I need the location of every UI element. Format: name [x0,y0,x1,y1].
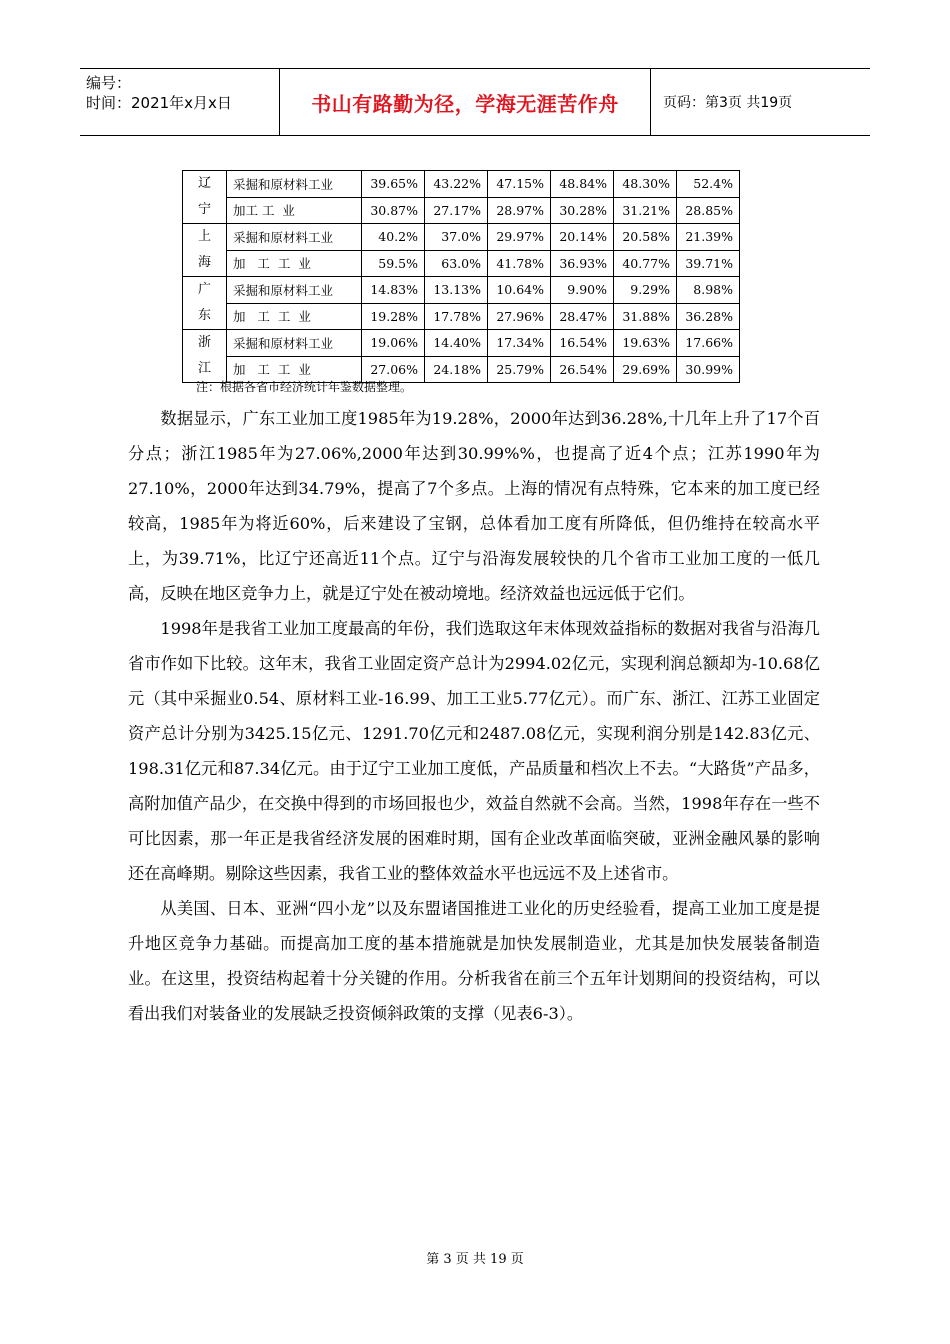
value-cell: 28.47% [551,303,614,330]
value-cell: 20.58% [614,224,677,251]
province-cell [183,224,227,277]
value-cell: 37.0% [425,224,488,251]
province-char: 东 [197,308,211,323]
province-char: 上 [197,229,211,244]
province-cell [183,277,227,330]
table-row [183,277,740,304]
value-cell: 16.54% [551,330,614,357]
industry-cell: 采掘和原材料工业 [227,224,362,251]
industry-cell: 加工 工 业 [227,197,362,224]
value-cell: 29.69% [614,356,677,383]
province-char: 江 [197,361,211,376]
value-cell: 28.85% [677,197,740,224]
paragraph: 从美国、日本、亚洲“四小龙”以及东盟诸国推进工业化的历史经验看，提高工业加工度是提升地区竞争力基础。而提高加工度的基本措施就是加快发展制造业，尤其是加快发展装备制造业。在这里，投资结构起着十分关键的作用。分析我省在前三个五年计划期间的投资结构，可以看出我们对装备业的发展缺乏投资倾斜政策的支撑（见表6-3）。 [128,899,820,1023]
value-cell: 10.64% [488,277,551,304]
value-cell: 43.22% [425,171,488,198]
value-cell: 31.21% [614,197,677,224]
industry-cell: 采掘和原材料工业 [227,330,362,357]
table-row [183,224,740,251]
province-char: 海 [197,255,211,270]
value-cell: 40.77% [614,250,677,277]
industry-cell: 加 工 工 业 [227,303,362,330]
industry-processing-table [182,170,740,383]
industry-cell: 加 工 工 业 [227,356,362,383]
value-cell: 19.06% [362,330,425,357]
value-cell: 27.06% [362,356,425,383]
table-row [183,330,740,357]
value-cell: 19.28% [362,303,425,330]
province-char: 辽 [197,176,211,191]
industry-cell: 加 工 工 业 [227,250,362,277]
value-cell: 59.5% [362,250,425,277]
page-footer: 第 3 页 共 19 页 [426,1252,524,1267]
value-cell: 30.87% [362,197,425,224]
industry-cell: 采掘和原材料工业 [227,277,362,304]
table-row [183,303,740,330]
value-cell: 14.83% [362,277,425,304]
province-char: 宁 [197,202,211,217]
province-char: 广 [197,282,211,297]
value-cell: 39.71% [677,250,740,277]
value-cell: 41.78% [488,250,551,277]
value-cell: 30.28% [551,197,614,224]
value-cell: 13.13% [425,277,488,304]
value-cell: 36.93% [551,250,614,277]
industry-cell: 采掘和原材料工业 [227,171,362,198]
header-meta [80,69,280,135]
value-cell: 25.79% [488,356,551,383]
value-cell: 20.14% [551,224,614,251]
value-cell: 17.34% [488,330,551,357]
table-row [183,250,740,277]
value-cell: 40.2% [362,224,425,251]
value-cell: 17.66% [677,330,740,357]
value-cell: 48.30% [614,171,677,198]
header-slogan: 书山有路勤为径，学海无涯苦作舟 [280,69,651,135]
document-date: 时间：2021年x月x日 [86,94,232,112]
value-cell: 52.4% [677,171,740,198]
value-cell: 24.18% [425,356,488,383]
header-page-number: 页码：第3页 共19页 [663,95,793,111]
document-number-label: 编号： [86,74,132,92]
value-cell: 27.96% [488,303,551,330]
value-cell: 48.84% [551,171,614,198]
page-header [80,68,870,136]
table-row [183,171,740,198]
value-cell: 19.63% [614,330,677,357]
province-cell [183,171,227,224]
value-cell: 36.28% [677,303,740,330]
table-row [183,197,740,224]
value-cell: 9.90% [551,277,614,304]
value-cell: 14.40% [425,330,488,357]
value-cell: 31.88% [614,303,677,330]
value-cell: 28.97% [488,197,551,224]
value-cell: 63.0% [425,250,488,277]
province-cell [183,330,227,383]
value-cell: 21.39% [677,224,740,251]
paragraph: 1998年是我省工业加工度最高的年份，我们选取这年末体现效益指标的数据对我省与沿海几省市作如下比较。这年末，我省工业固定资产总计为2994.02亿元，实现利润总额却为-10.68亿元（其中采掘业0.54、原材料工业-16.99、加工工业5.77亿元）。而广东、浙江、江苏工业固定资产总计分别为3425.15亿元、1291.70亿元和2487.08亿元，实现利润分别是142.83亿元、198.31亿元和87.34亿元。由于辽宁工业加工度低，产品质量和档次上不去。“大路货”产品多，高附加值产品少，在交换中得到的市场回报也少，效益自然就不会高。当然，1998年存在一些不可比因素，那一年正是我省经济发展的困难时期，国有企业改革面临突破，亚洲金融风暴的影响还在高峰期。剔除这些因素，我省工业的整体效益水平也远远不及上述省市。 [128,619,820,883]
table-note: 注：根据各省市经济统计年鉴数据整理。 [196,380,413,394]
value-cell: 26.54% [551,356,614,383]
value-cell: 39.65% [362,171,425,198]
paragraph: 数据显示，广东工业加工度1985年为19.28%，2000年达到36.28%,十几年上升了17个百分点；浙江1985年为27.06%,2000年达到30.99%%，也提高了近4个点；江苏1990年为27.10%，2000年达到34.79%，提高了7个多点。上海的情况有点特殊，它本来的加工度已经较高，1985年为将近60%，后来建设了宝钢，总体看加工度有所降低，但仍维持在较高水平上，为39.71%，比辽宁还高近11个点。辽宁与沿海发展较快的几个省市工业加工度的一低几高，反映在地区竞争力上，就是辽宁处在被动境地。经济效益也远远低于它们。 [128,409,820,603]
body-text [128,401,820,1031]
value-cell: 27.17% [425,197,488,224]
value-cell: 8.98% [677,277,740,304]
value-cell: 9.29% [614,277,677,304]
value-cell: 47.15% [488,171,551,198]
province-char: 浙 [197,335,211,350]
value-cell: 29.97% [488,224,551,251]
value-cell: 30.99% [677,356,740,383]
value-cell: 17.78% [425,303,488,330]
